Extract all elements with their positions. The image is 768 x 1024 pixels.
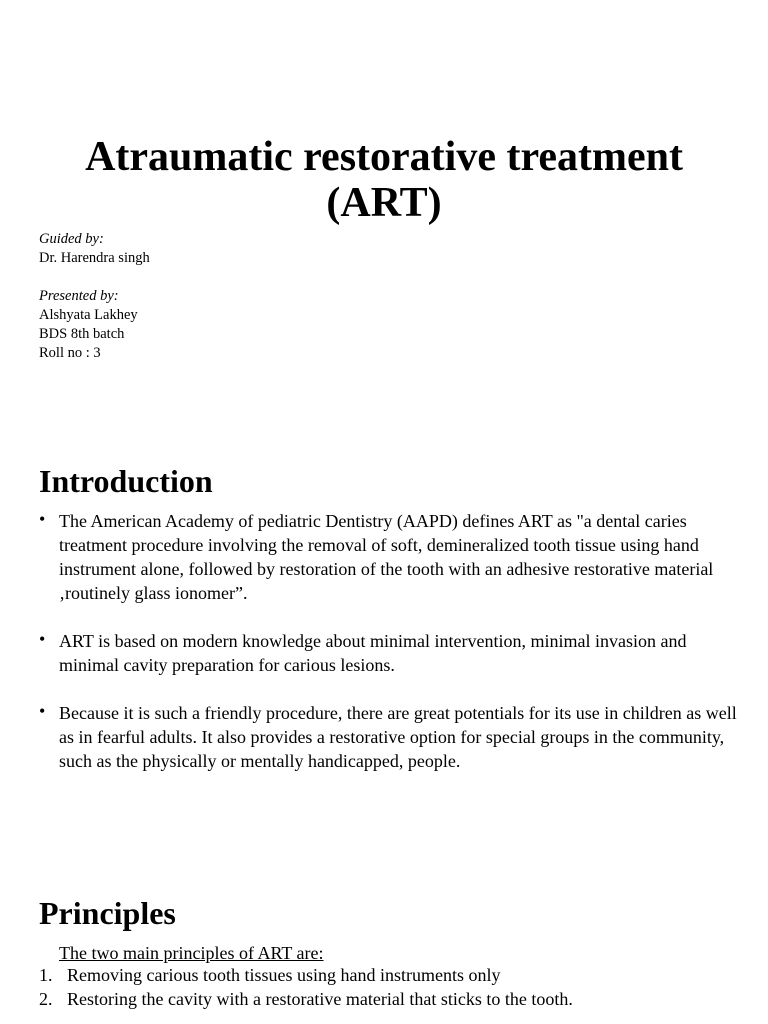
principles-list-item [39,987,573,1011]
bullet-text: ART is based on modern knowledge about minimal intervention, minimal invasion and minimal cavity preparation for carious lesions. [59,631,687,675]
principles-heading: Principles [39,895,176,931]
credits-spacer [39,268,150,287]
bullet-text: The American Academy of pediatric Dentistry (AAPD) defines ART as "a dental caries treatment procedure involving the removal of soft, demineralized tooth tissue using hand instrument alone, followed by restoration of the tooth with an adhesive restorative material ‚routinely glass ionomer”. [59,511,714,603]
presenter-roll: Roll no : 3 [39,345,101,361]
credits-block [39,230,150,363]
introduction-heading: Introduction [39,463,213,499]
guide-name: Dr. Harendra singh [39,250,150,266]
introduction-bullet-item [39,509,739,605]
bullet-icon: • [39,701,46,721]
bullet-icon: • [39,509,46,529]
presented-by-label: Presented by: [39,288,119,304]
bullet-icon: • [39,629,46,649]
title-line-2: (ART) [326,180,442,226]
introduction-bullet-list [39,509,739,773]
document-title [0,134,768,226]
principles-intro-text: The two main principles of ART are: [59,943,324,963]
principles-list-item [39,963,573,987]
guided-by-label: Guided by: [39,231,104,247]
introduction-bullet-item [39,701,739,773]
presenter-batch: BDS 8th batch [39,326,125,342]
list-number: 1. [39,965,53,985]
list-item-text: Restoring the cavity with a restorative material that sticks to the tooth. [67,989,573,1009]
bullet-text: Because it is such a friendly procedure, there are great potentials for its use in children as well as in fearful adults. It also provides a restorative option for special groups in the community, such as the physically or mentally handicapped, people. [59,703,737,771]
presenter-name: Alshyata Lakhey [39,307,138,323]
introduction-bullet-item [39,629,739,677]
list-item-text: Removing carious tooth tissues using hand instruments only [67,965,501,985]
principles-numbered-list [39,963,573,1011]
list-number: 2. [39,989,53,1009]
title-line-1: Atraumatic restorative treatment [85,134,683,180]
